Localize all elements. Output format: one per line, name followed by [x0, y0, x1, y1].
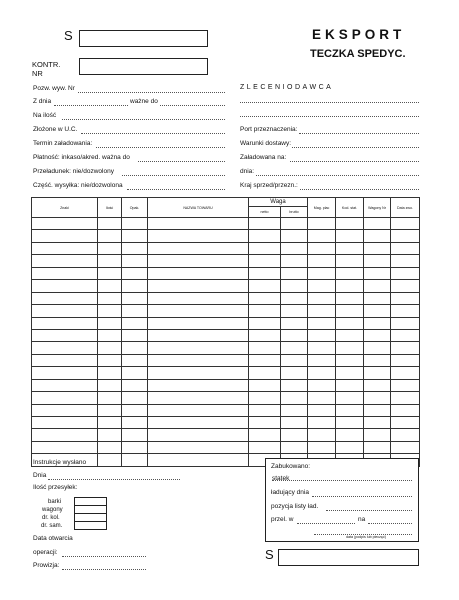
table-cell[interactable]	[148, 367, 249, 379]
instrukcje-label: Instrukcje wysłano	[33, 459, 87, 466]
table-cell[interactable]	[148, 404, 249, 416]
table-cell[interactable]	[98, 280, 122, 292]
table-cell[interactable]	[32, 417, 98, 429]
przeladunek-label: Przeładunek: nie/dozwolony	[33, 168, 114, 175]
table-cell[interactable]	[122, 305, 148, 317]
table-row	[32, 342, 420, 354]
table-cell[interactable]	[98, 218, 122, 230]
table-row	[32, 255, 420, 267]
col-data: Data zwo.	[391, 198, 420, 218]
table-cell[interactable]	[308, 379, 336, 391]
przel-label: przel. w	[271, 516, 294, 523]
table-cell[interactable]	[391, 242, 420, 254]
pozycja-line[interactable]	[326, 510, 412, 511]
dr-sam-box[interactable]	[74, 521, 107, 530]
table-cell[interactable]	[98, 454, 122, 466]
prowizja-label: Prowizja:	[33, 562, 60, 569]
table-cell[interactable]	[308, 354, 336, 366]
title-teczka-spedyc: TECZKA SPEDYC.	[310, 48, 406, 60]
table-cell[interactable]	[98, 417, 122, 429]
table-cell[interactable]	[249, 305, 281, 317]
pozycja-label: pozycja listy ład.	[271, 503, 319, 510]
table-cell[interactable]	[98, 379, 122, 391]
operacji-label: operacji:	[33, 549, 58, 556]
table-row	[32, 354, 420, 366]
na-line[interactable]	[368, 523, 412, 524]
table-row	[32, 417, 420, 429]
table-cell[interactable]	[32, 429, 98, 441]
col-znaki: Znaki	[32, 198, 98, 218]
table-row	[32, 379, 420, 391]
table-row	[32, 292, 420, 304]
table-cell[interactable]	[122, 255, 148, 267]
przel-line[interactable]	[297, 523, 355, 524]
table-cell[interactable]	[122, 392, 148, 404]
table-cell[interactable]	[308, 280, 336, 292]
table-cell[interactable]	[148, 417, 249, 429]
zabukowano-label: Zabukowano:	[271, 463, 311, 470]
barki-label: barki	[48, 499, 62, 505]
table-cell[interactable]	[249, 317, 281, 329]
table-cell[interactable]	[249, 292, 281, 304]
table-cell[interactable]	[391, 379, 420, 391]
table-row	[32, 242, 420, 254]
table-cell[interactable]	[336, 342, 364, 354]
table-cell[interactable]	[148, 354, 249, 366]
dr-kol-label: dr. kol.	[42, 515, 60, 521]
table-cell[interactable]	[98, 441, 122, 453]
table-cell[interactable]	[122, 218, 148, 230]
table-cell[interactable]	[281, 317, 308, 329]
s-number-field[interactable]	[79, 30, 208, 47]
table-cell[interactable]	[364, 230, 391, 242]
table-cell[interactable]	[249, 441, 281, 453]
table-cell[interactable]	[364, 242, 391, 254]
table-cell[interactable]	[32, 218, 98, 230]
table-cell[interactable]	[364, 354, 391, 366]
ilosc-przesylek-label: Ilość przesyłek:	[33, 484, 78, 491]
table-cell[interactable]	[98, 329, 122, 341]
table-cell[interactable]	[364, 280, 391, 292]
title-eksport: EKSPORT	[312, 27, 406, 42]
pozw-line[interactable]	[78, 92, 225, 93]
dnia-line[interactable]	[256, 175, 419, 176]
table-cell[interactable]	[336, 292, 364, 304]
table-cell[interactable]	[249, 218, 281, 230]
table-cell[interactable]	[391, 429, 420, 441]
ladujacy-line[interactable]	[312, 496, 412, 497]
table-cell[interactable]	[249, 429, 281, 441]
table-cell[interactable]	[122, 404, 148, 416]
table-row	[32, 404, 420, 416]
table-cell[interactable]	[98, 342, 122, 354]
table-cell[interactable]	[281, 292, 308, 304]
table-cell[interactable]	[336, 218, 364, 230]
table-row	[32, 218, 420, 230]
table-cell[interactable]	[281, 404, 308, 416]
table-cell[interactable]	[32, 267, 98, 279]
table-cell[interactable]	[148, 379, 249, 391]
table-cell[interactable]	[122, 454, 148, 466]
table-cell[interactable]	[249, 267, 281, 279]
platnosc-label: Płatność: inkaso/akred. ważna do	[33, 154, 130, 161]
table-cell[interactable]	[98, 292, 122, 304]
table-cell[interactable]	[148, 280, 249, 292]
table-row	[32, 429, 420, 441]
table-cell[interactable]	[364, 417, 391, 429]
przeladunek-line[interactable]	[122, 175, 225, 176]
table-cell[interactable]	[148, 267, 249, 279]
table-cell[interactable]	[391, 280, 420, 292]
table-cell[interactable]	[364, 292, 391, 304]
table-cell[interactable]	[32, 354, 98, 366]
table-cell[interactable]	[364, 441, 391, 453]
table-cell[interactable]	[364, 379, 391, 391]
table-cell[interactable]	[148, 230, 249, 242]
table-cell[interactable]	[281, 242, 308, 254]
zlozone-label: Złożone w U.C.	[33, 126, 78, 133]
table-cell[interactable]	[122, 329, 148, 341]
table-cell[interactable]	[281, 280, 308, 292]
table-cell[interactable]	[98, 267, 122, 279]
table-cell[interactable]	[391, 404, 420, 416]
table-cell[interactable]	[98, 429, 122, 441]
table-cell[interactable]	[308, 329, 336, 341]
table-cell[interactable]	[308, 267, 336, 279]
table-cell[interactable]	[249, 255, 281, 267]
table-cell[interactable]	[336, 267, 364, 279]
table-cell[interactable]	[391, 342, 420, 354]
table-cell[interactable]	[122, 417, 148, 429]
table-cell[interactable]	[148, 392, 249, 404]
port-line[interactable]	[299, 133, 419, 134]
wagony-label: wagony	[42, 507, 63, 513]
table-cell[interactable]	[308, 230, 336, 242]
table-row	[32, 230, 420, 242]
table-cell[interactable]	[148, 218, 249, 230]
table-cell[interactable]	[281, 417, 308, 429]
table-cell[interactable]	[336, 230, 364, 242]
z-dnia-line[interactable]	[54, 105, 128, 106]
table-cell[interactable]	[391, 317, 420, 329]
table-cell[interactable]	[391, 329, 420, 341]
table-cell[interactable]	[148, 441, 249, 453]
table-cell[interactable]	[249, 379, 281, 391]
warunki-label: Warunki dostawy:	[240, 140, 292, 147]
zabukowano-box	[265, 458, 419, 542]
table-cell[interactable]	[308, 292, 336, 304]
table-cell[interactable]	[281, 367, 308, 379]
table-cell[interactable]	[122, 242, 148, 254]
col-nazwa: NAZWA TOWARU	[148, 198, 249, 218]
table-cell[interactable]	[308, 392, 336, 404]
col-brutto: brutto	[281, 207, 308, 218]
data-otwarcia-label: Data otwarcia	[33, 535, 73, 542]
table-cell[interactable]	[32, 329, 98, 341]
table-cell[interactable]	[249, 230, 281, 242]
table-cell[interactable]	[249, 342, 281, 354]
table-cell[interactable]	[98, 392, 122, 404]
na-ilosc-label: Na ilość	[33, 112, 57, 119]
table-row	[32, 392, 420, 404]
table-cell[interactable]	[148, 454, 249, 466]
table-cell[interactable]	[249, 280, 281, 292]
table-row	[32, 267, 420, 279]
table-cell[interactable]	[364, 329, 391, 341]
table-cell[interactable]	[249, 242, 281, 254]
table-cell[interactable]	[98, 354, 122, 366]
table-cell[interactable]	[281, 305, 308, 317]
table-cell[interactable]	[148, 305, 249, 317]
prowizja-line[interactable]	[62, 569, 146, 570]
table-cell[interactable]	[336, 441, 364, 453]
table-cell[interactable]	[308, 441, 336, 453]
table-cell[interactable]	[98, 242, 122, 254]
zabukowano-line[interactable]	[272, 480, 412, 481]
table-cell[interactable]	[308, 218, 336, 230]
termin-label: Termin załadowania:	[33, 140, 93, 147]
table-cell[interactable]	[32, 280, 98, 292]
table-cell[interactable]	[391, 392, 420, 404]
table-cell[interactable]	[391, 255, 420, 267]
kraj-line[interactable]	[300, 189, 419, 190]
table-cell[interactable]	[122, 367, 148, 379]
table-cell[interactable]	[122, 267, 148, 279]
table-cell[interactable]	[364, 392, 391, 404]
ladujacy-label: ładujący dnia	[271, 489, 309, 496]
table-cell[interactable]	[281, 354, 308, 366]
table-cell[interactable]	[364, 342, 391, 354]
table-cell[interactable]	[364, 305, 391, 317]
table-row	[32, 329, 420, 341]
table-cell[interactable]	[308, 305, 336, 317]
table-cell[interactable]	[281, 342, 308, 354]
kontr-nr-label: NR	[32, 69, 43, 78]
table-cell[interactable]	[281, 267, 308, 279]
table-cell[interactable]	[98, 305, 122, 317]
s-mark-bottom: S	[265, 547, 274, 562]
table-cell[interactable]	[308, 242, 336, 254]
table-cell[interactable]	[281, 329, 308, 341]
table-cell[interactable]	[364, 429, 391, 441]
table-cell[interactable]	[122, 317, 148, 329]
table-cell[interactable]	[32, 379, 98, 391]
table-cell[interactable]	[336, 429, 364, 441]
table-cell[interactable]	[336, 367, 364, 379]
table-cell[interactable]	[249, 367, 281, 379]
zaladowana-line[interactable]	[290, 161, 419, 162]
table-cell[interactable]	[391, 218, 420, 230]
s-number-field-bottom[interactable]	[278, 549, 419, 566]
col-wagony: Wagony Nr	[364, 198, 391, 218]
table-cell[interactable]	[98, 230, 122, 242]
table-cell[interactable]	[122, 230, 148, 242]
table-cell[interactable]	[308, 417, 336, 429]
table-cell[interactable]	[148, 342, 249, 354]
table-cell[interactable]	[249, 392, 281, 404]
table-cell[interactable]	[122, 354, 148, 366]
table-cell[interactable]	[32, 367, 98, 379]
table-cell[interactable]	[122, 379, 148, 391]
col-ilosc: Ilość	[98, 198, 122, 218]
dnia-instr-label: Dnia	[33, 472, 47, 479]
table-cell[interactable]	[336, 354, 364, 366]
signature-caption: data (podpis lub pieczęć)	[346, 535, 386, 539]
z-dnia-label: Z dnia	[33, 98, 52, 105]
table-cell[interactable]	[308, 429, 336, 441]
czesc-wysylka-line[interactable]	[127, 189, 225, 190]
wazne-do-line[interactable]	[160, 105, 225, 106]
table-cell[interactable]	[391, 292, 420, 304]
table-cell[interactable]	[336, 392, 364, 404]
table-cell[interactable]	[32, 392, 98, 404]
table-cell[interactable]	[281, 230, 308, 242]
kontr-number-field[interactable]	[79, 58, 208, 75]
table-cell[interactable]	[249, 404, 281, 416]
table-cell[interactable]	[391, 417, 420, 429]
table-cell[interactable]	[32, 404, 98, 416]
table-cell[interactable]	[148, 242, 249, 254]
table-cell[interactable]	[281, 392, 308, 404]
table-row	[32, 367, 420, 379]
zlozone-line[interactable]	[81, 133, 225, 134]
table-cell[interactable]	[308, 404, 336, 416]
table-cell[interactable]	[336, 379, 364, 391]
table-cell[interactable]	[32, 230, 98, 242]
table-cell[interactable]	[32, 305, 98, 317]
zleceniodawca-line-1[interactable]	[240, 102, 419, 103]
table-cell[interactable]	[391, 230, 420, 242]
table-cell[interactable]	[281, 255, 308, 267]
table-cell[interactable]	[364, 267, 391, 279]
table-cell[interactable]	[249, 417, 281, 429]
table-cell[interactable]	[336, 280, 364, 292]
table-cell[interactable]	[391, 267, 420, 279]
goods-table	[31, 197, 420, 467]
s-mark-top: S	[64, 28, 73, 43]
na-ilosc-line[interactable]	[62, 119, 225, 120]
table-cell[interactable]	[281, 379, 308, 391]
table-cell[interactable]	[98, 317, 122, 329]
operacji-line[interactable]	[62, 556, 146, 557]
zleceniodawca-line-2[interactable]	[240, 116, 419, 117]
zleceniodawca-label: ZLECENIODAWCA	[240, 84, 334, 91]
kraj-label: Kraj sprzed/przezn.:	[240, 182, 298, 189]
table-row	[32, 280, 420, 292]
table-cell[interactable]	[308, 255, 336, 267]
table-cell[interactable]	[122, 429, 148, 441]
table-cell[interactable]	[148, 329, 249, 341]
table-cell[interactable]	[364, 404, 391, 416]
table-cell[interactable]	[336, 329, 364, 341]
table-cell[interactable]	[308, 342, 336, 354]
table-cell[interactable]	[32, 242, 98, 254]
table-cell[interactable]	[148, 429, 249, 441]
table-cell[interactable]	[281, 441, 308, 453]
table-cell[interactable]	[32, 441, 98, 453]
table-cell[interactable]	[308, 367, 336, 379]
table-cell[interactable]	[336, 255, 364, 267]
table-cell[interactable]	[364, 317, 391, 329]
table-cell[interactable]	[122, 280, 148, 292]
table-cell[interactable]	[122, 441, 148, 453]
table-cell[interactable]	[364, 367, 391, 379]
table-cell[interactable]	[122, 342, 148, 354]
table-cell[interactable]	[148, 255, 249, 267]
table-cell[interactable]	[32, 317, 98, 329]
table-cell[interactable]	[391, 441, 420, 453]
table-cell[interactable]	[122, 292, 148, 304]
table-cell[interactable]	[336, 417, 364, 429]
table-cell[interactable]	[98, 367, 122, 379]
table-row	[32, 317, 420, 329]
wazne-do-label: ważne do	[130, 98, 158, 105]
table-cell[interactable]	[249, 329, 281, 341]
dr-sam-label: dr. sam.	[41, 523, 63, 529]
col-waga: Waga	[249, 198, 308, 207]
table-cell[interactable]	[336, 242, 364, 254]
col-mag: Mag. plac	[308, 198, 336, 218]
table-cell[interactable]	[281, 218, 308, 230]
dnia-label: dnia:	[240, 168, 255, 175]
table-cell[interactable]	[364, 218, 391, 230]
table-cell[interactable]	[336, 404, 364, 416]
table-cell[interactable]	[336, 305, 364, 317]
table-cell[interactable]	[391, 354, 420, 366]
kontr-label: KONTR.	[32, 60, 61, 69]
termin-line[interactable]	[96, 147, 225, 148]
table-cell[interactable]	[98, 404, 122, 416]
table-cell[interactable]	[32, 342, 98, 354]
table-row	[32, 305, 420, 317]
table-row	[32, 441, 420, 453]
table-cell[interactable]	[148, 292, 249, 304]
warunki-line[interactable]	[292, 147, 419, 148]
pozw-label: Pozw. wyw. Nr	[33, 85, 75, 92]
table-cell[interactable]	[148, 317, 249, 329]
czesc-wysylka-label: Część. wysyłka: nie/dozwolona	[33, 182, 123, 189]
table-cell[interactable]	[308, 317, 336, 329]
table-cell[interactable]	[281, 429, 308, 441]
zaladowana-label: Załadowana na:	[240, 154, 287, 161]
col-netto: netto	[249, 207, 281, 218]
na-label: na	[358, 516, 366, 523]
table-cell[interactable]	[249, 354, 281, 366]
table-cell[interactable]	[32, 292, 98, 304]
table-cell[interactable]	[391, 305, 420, 317]
platnosc-line[interactable]	[138, 161, 225, 162]
port-label: Port przeznaczenia:	[240, 126, 298, 133]
col-opak: Opak.	[122, 198, 148, 218]
table-cell[interactable]	[98, 255, 122, 267]
statek-label: statek	[272, 475, 290, 482]
table-cell[interactable]	[364, 255, 391, 267]
table-cell[interactable]	[391, 367, 420, 379]
table-cell[interactable]	[32, 255, 98, 267]
table-cell[interactable]	[336, 317, 364, 329]
dnia-instr-line[interactable]	[48, 479, 180, 480]
col-kod: Kod. stat.	[336, 198, 364, 218]
